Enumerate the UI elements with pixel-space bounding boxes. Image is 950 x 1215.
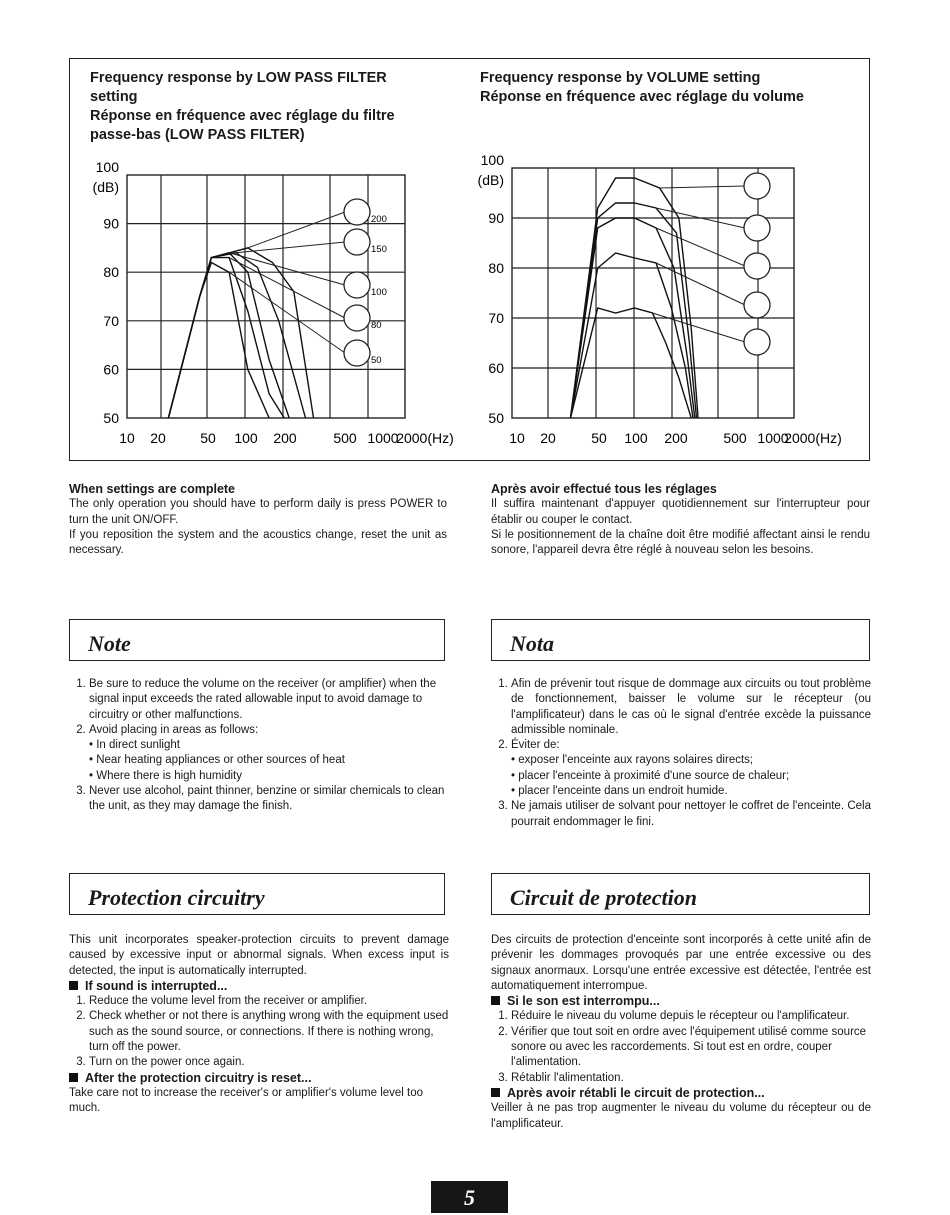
protection-fr: [491, 933, 871, 1132]
response-curve: [571, 308, 692, 418]
curve-label: 80: [371, 320, 382, 331]
y-tick-label: 100: [480, 152, 504, 168]
settings-fr-para: Il suffira maintenant d'appuyer quotidiennement sur l'interrupteur pour établir ou couper le contact.: [491, 498, 870, 526]
volume-chart: [478, 152, 842, 446]
x-tick-label: 100: [234, 430, 258, 446]
curve-label: 150: [371, 244, 387, 255]
protection-en-sub2-text: After the protection circuitry is reset...: [85, 1070, 312, 1085]
y-tick-label: 50: [103, 410, 119, 426]
protection-fr-step: 2. Vérifier que tout soit en ordre avec l'équipement utilisé comme source sonore ou avec les raccordements. Si tout est en ordre, couper l'alimentation.: [511, 1025, 871, 1071]
curve-marker-circle: [344, 229, 370, 255]
protection-en-step: 3. Turn on the power once again.: [89, 1055, 449, 1070]
curve-label: 100: [371, 287, 387, 298]
settings-en-heading: When settings are complete: [69, 482, 236, 496]
protection-fr-sub1-text: Si le son est interrompu...: [507, 994, 660, 1009]
note-en-item: 1. Be sure to reduce the volume on the receiver (or amplifier) when the signal input exceeds the rated allowable input to avoid damage to circuitry or other malfunctions.: [89, 677, 449, 723]
note-fr-item: 3. Ne jamais utiliser de solvant pour nettoyer le coffret de l'enceinte. Cela pourrait endommager le fini.: [511, 799, 871, 830]
curve-marker-circle: [344, 340, 370, 366]
y-tick-label: 70: [488, 310, 504, 326]
x-tick-label: 20: [150, 430, 166, 446]
protection-fr-title: Circuit de protection: [510, 885, 697, 910]
lpf-chart: [93, 159, 454, 446]
curve-marker-circle: [344, 272, 370, 298]
note-en-list: [69, 677, 449, 815]
page-number: 5: [431, 1181, 508, 1213]
protection-en-outro: Take care not to increase the receiver's or amplifier's volume level too much.: [69, 1086, 424, 1115]
protection-en-step: 2. Check whether or not there is anything wrong with the equipment used such as the sound source, or connections. If there is nothing wrong, turn off the power.: [89, 1009, 449, 1055]
curve-label: 200: [371, 214, 387, 225]
x-tick-label: 500: [723, 430, 747, 446]
x-tick-label: 10: [509, 430, 525, 446]
square-bullet-icon: [69, 981, 78, 990]
leader-line: [229, 253, 345, 285]
leader-line: [229, 272, 345, 353]
note-en-item: [89, 723, 449, 784]
x-tick-label: 50: [591, 430, 607, 446]
leader-line: [652, 313, 745, 342]
x-tick-label: 100: [624, 430, 648, 446]
vol-title-line: Réponse en fréquence avec réglage du volume: [480, 89, 804, 105]
charts-svg: [0, 0, 950, 470]
protection-en: [69, 933, 449, 1117]
note-fr-bullet: • placer l'enceinte à proximité d'une source de chaleur;: [511, 769, 871, 784]
x-tick-label: 2000(Hz): [396, 430, 454, 446]
x-tick-label: 200: [273, 430, 297, 446]
curve-marker-circle: [744, 329, 770, 355]
note-fr-item2-text: Éviter de:: [511, 739, 560, 752]
settings-en-para: If you reposition the system and the acoustics change, reset the unit as necessary.: [69, 528, 447, 557]
y-unit-label: (dB): [477, 172, 504, 188]
curve-label: 50: [371, 355, 382, 366]
curve-marker-circle: [344, 199, 370, 225]
y-tick-label: 90: [103, 215, 119, 232]
protection-en-sub2: [69, 1071, 449, 1086]
response-curve: [168, 253, 289, 418]
note-en-bullet: • In direct sunlight: [89, 738, 449, 753]
protection-en-sub1-text: If sound is interrupted...: [85, 978, 228, 993]
x-tick-label: 2000(Hz): [784, 430, 842, 446]
response-curve: [168, 263, 269, 419]
curve-marker-circle: [344, 305, 370, 331]
note-en-item: 3. Never use alcohol, paint thinner, benzine or similar chemicals to clean the unit, as they may damage the finish.: [89, 784, 449, 815]
y-unit-label: (dB): [92, 179, 119, 195]
note-en-bullet: • Where there is high humidity: [89, 769, 449, 784]
settings-en: [69, 482, 447, 558]
settings-fr-para: Si le positionnement de la chaîne doit être modifié affectant ainsi le rendu sonore, l'appareil devra être réglé à nouveau selon les besoins.: [491, 528, 870, 557]
y-tick-label: 60: [488, 360, 504, 376]
x-tick-label: 20: [540, 430, 556, 446]
lpf-title-line: Réponse en fréquence avec réglage du filtre: [90, 108, 395, 124]
square-bullet-icon: [69, 1073, 78, 1082]
x-tick-label: 1000: [367, 430, 399, 446]
leader-line: [656, 228, 745, 266]
protection-fr-step: 3. Rétablir l'alimentation.: [511, 1071, 871, 1086]
note-fr-header: [491, 619, 870, 661]
square-bullet-icon: [491, 1088, 500, 1097]
protection-en-header: [69, 873, 445, 915]
protection-fr-sub2-text: Après avoir rétabli le circuit de protection...: [507, 1085, 765, 1100]
y-tick-label: 100: [95, 159, 119, 175]
x-tick-label: 10: [119, 430, 135, 446]
protection-en-intro: This unit incorporates speaker-protection circuits to prevent damage caused by excessive input or abnormal signals. When excess input is detected, the input is automatically interrupted.: [69, 934, 449, 977]
protection-fr-intro: Des circuits de protection d'enceinte sont incorporés à cette unité afin de prévenir les dommages provoqués par une entrée excessive ou des signaux anormaux. Lorsqu'une entrée excessive est détectée, l'entrée est automatiquement interrompue.: [491, 934, 871, 992]
protection-fr-outro: Veiller à ne pas trop augmenter le niveau du volume du récepteur ou de l'amplificateur.: [491, 1102, 871, 1130]
leader-line: [236, 242, 345, 253]
curve-marker-circle: [744, 173, 770, 199]
protection-fr-step: 1. Réduire le niveau du volume depuis le récepteur ou l'amplificateur.: [511, 1009, 871, 1024]
protection-en-title: Protection circuitry: [88, 885, 265, 910]
lpf-title-line: passe-bas (LOW PASS FILTER): [90, 127, 305, 143]
x-tick-label: 1000: [757, 430, 789, 446]
leader-line: [656, 263, 745, 305]
square-bullet-icon: [491, 996, 500, 1005]
note-fr-bullet: • exposer l'enceinte aux rayons solaires directs;: [511, 753, 871, 768]
note-fr-item: 1. Afin de prévenir tout risque de dommage aux circuits ou tout problème de fonctionnement, baisser le volume sur le récepteur (ou l'amplificateur) dans le cas où le signal d'entrée excède la puissance admissible nominale.: [511, 677, 871, 738]
x-tick-label: 50: [200, 430, 216, 446]
note-fr-bullet: • placer l'enceinte dans un endroit humide.: [511, 784, 871, 799]
protection-en-step: 1. Reduce the volume level from the receiver or amplifier.: [89, 994, 449, 1009]
note-en-bullet: • Near heating appliances or other sources of heat: [89, 753, 449, 768]
curve-marker-circle: [744, 292, 770, 318]
settings-en-para: The only operation you should have to perform daily is press POWER to turn the unit ON/OFF.: [69, 498, 447, 526]
curve-marker-circle: [744, 253, 770, 279]
response-curve: [168, 258, 284, 418]
y-tick-label: 50: [488, 410, 504, 426]
note-en-title: Note: [88, 631, 131, 656]
vol-title-line: Frequency response by VOLUME setting: [480, 70, 761, 86]
y-tick-label: 70: [103, 312, 119, 329]
settings-fr-heading: Après avoir effectué tous les réglages: [491, 482, 717, 496]
note-en-header: [69, 619, 445, 661]
protection-fr-sub1: [491, 994, 871, 1009]
curve-marker-circle: [744, 215, 770, 241]
note-fr-list: [491, 677, 871, 830]
protection-fr-sub2: [491, 1086, 871, 1101]
lpf-title-line: setting: [90, 89, 138, 105]
y-tick-label: 90: [488, 210, 504, 226]
x-tick-label: 500: [333, 430, 357, 446]
protection-en-sub1: [69, 979, 449, 994]
x-tick-label: 200: [664, 430, 688, 446]
note-fr-title: Nota: [510, 631, 554, 656]
y-tick-label: 80: [488, 260, 504, 276]
y-tick-label: 80: [103, 264, 119, 281]
note-fr-item: [511, 738, 871, 799]
lpf-title-line: Frequency response by LOW PASS FILTER: [90, 70, 387, 86]
note-en-item2-text: Avoid placing in areas as follows:: [89, 723, 259, 736]
protection-fr-header: [491, 873, 870, 915]
settings-fr: [491, 482, 870, 558]
y-tick-label: 60: [103, 361, 119, 378]
